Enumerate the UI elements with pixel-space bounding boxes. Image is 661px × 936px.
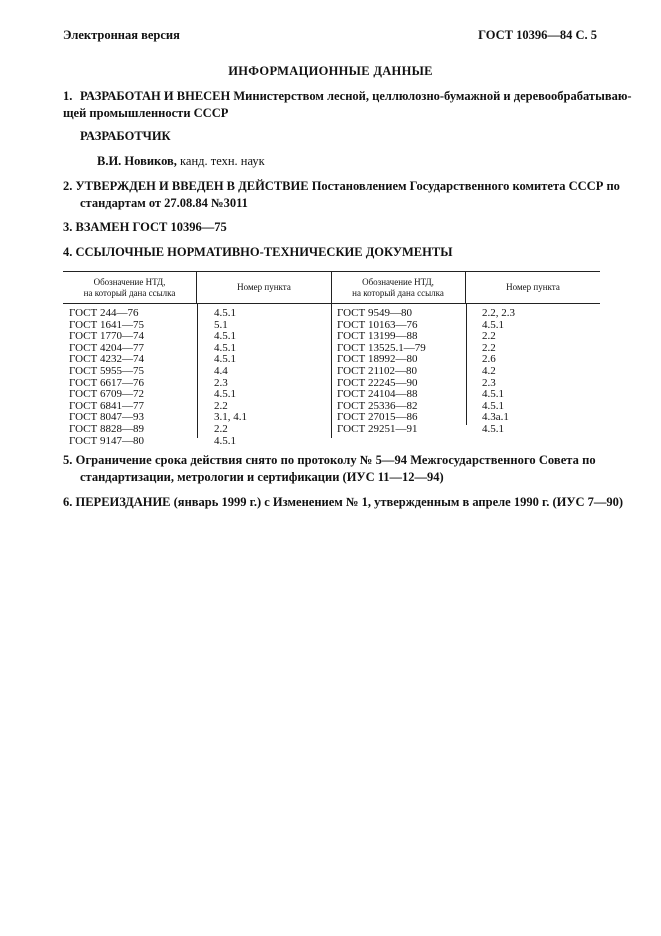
left-item-cell: 4.5.1	[214, 353, 236, 366]
developer-line	[97, 153, 265, 170]
section-5-text-line2: стандартизации, метрологии и сертификации (ИУС 11—12—94)	[80, 470, 444, 484]
right-item-cell: 4.5.1	[482, 318, 504, 331]
left-doc-cell: ГОСТ 1641—75	[69, 318, 144, 331]
section-1-number: 1.	[63, 89, 73, 103]
section-5-number: 5.	[63, 453, 73, 467]
right-item-cell: 4.5.1	[482, 399, 504, 412]
right-doc-cell: ГОСТ 13525.1—79	[337, 341, 426, 354]
col1-header-line1: Обозначение НТД,	[93, 277, 166, 287]
right-doc-cell: ГОСТ 21102—80	[337, 364, 418, 377]
right-doc-cell: ГОСТ 29251—91	[337, 422, 418, 435]
left-item-cell: 2.3	[214, 376, 228, 389]
right-doc-cell: ГОСТ 13199—88	[337, 330, 418, 343]
right-doc-column	[337, 308, 426, 436]
right-item-cell: 2.6	[482, 353, 496, 366]
section-4-text: ССЫЛОЧНЫЕ НОРМАТИВНО-ТЕХНИЧЕСКИЕ ДОКУМЕНТЫ	[75, 245, 453, 259]
section-2-text-line1: Постановлением Государственного комитета СССР по	[311, 179, 620, 193]
section-3-number: 3.	[63, 220, 73, 234]
right-doc-cell: ГОСТ 9549—80	[337, 307, 412, 319]
left-item-cell: 5.1	[214, 318, 228, 331]
col1-header	[63, 277, 196, 299]
section-4-number: 4.	[63, 245, 73, 259]
section-3	[63, 219, 227, 236]
section-2-lead: УТВЕРЖДЕН И ВВЕДЕН В ДЕЙСТВИЕ	[75, 179, 309, 193]
left-item-cell: 4.5.1	[214, 330, 236, 343]
left-item-column	[214, 308, 247, 447]
right-doc-cell: ГОСТ 10163—76	[337, 318, 418, 331]
right-item-cell: 2.2	[482, 341, 496, 354]
section-6	[63, 494, 623, 511]
right-doc-cell: ГОСТ 27015—86	[337, 411, 418, 424]
col3-header	[331, 277, 465, 299]
left-doc-cell: ГОСТ 6617—76	[69, 376, 144, 389]
left-item-cell: 2.2	[214, 399, 228, 412]
section-6-text: (январь 1999 г.) с Изменением № 1, утвержденным в апреле 1990 г. (ИУС 7—90)	[173, 495, 624, 509]
section-6-lead: ПЕРЕИЗДАНИЕ	[75, 495, 171, 509]
right-doc-cell: ГОСТ 25336—82	[337, 399, 418, 412]
left-item-cell: 4.5.1	[214, 388, 236, 401]
right-doc-cell: ГОСТ 22245—90	[337, 376, 418, 389]
col4-header: Номер пункта	[506, 282, 560, 292]
right-item-cell: 2.2, 2.3	[482, 307, 515, 319]
header-right: ГОСТ 10396—84 С. 5	[478, 28, 597, 42]
right-item-cell: 2.3	[482, 376, 496, 389]
left-item-cell: 4.4	[214, 364, 228, 377]
right-item-cell: 4.5.1	[482, 388, 504, 401]
left-doc-cell: ГОСТ 6709—72	[69, 388, 144, 401]
section-5-text-line1: Ограничение срока действия снято по протоколу № 5—94 Межгосударственного Совета по	[75, 453, 596, 467]
left-doc-cell: ГОСТ 244—76	[69, 307, 139, 319]
right-doc-cell: ГОСТ 18992—80	[337, 353, 418, 366]
right-item-cell: 2.2	[482, 330, 496, 343]
section-3-text: ВЗАМЕН ГОСТ 10396—75	[75, 220, 227, 234]
left-item-cell: 4.5.1	[214, 434, 236, 447]
right-item-cell: 4.2	[482, 364, 496, 377]
left-doc-cell: ГОСТ 8828—89	[69, 422, 144, 435]
developer-name: В.И. Новиков,	[97, 154, 177, 168]
col3-header-line1: Обозначение НТД,	[362, 277, 434, 287]
page-title: ИНФОРМАЦИОННЫЕ ДАННЫЕ	[228, 64, 433, 78]
left-doc-cell: ГОСТ 1770—74	[69, 330, 144, 343]
section-1-lead: РАЗРАБОТАН И ВНЕСЕН	[80, 89, 231, 103]
developer-heading: РАЗРАБОТЧИК	[80, 129, 171, 143]
section-2-text-line2: стандартам от 27.08.84 №3011	[80, 196, 248, 210]
left-doc-cell: ГОСТ 4204—77	[69, 341, 144, 354]
left-doc-cell: ГОСТ 4232—74	[69, 353, 144, 366]
left-item-cell: 4.5.1	[214, 341, 236, 354]
section-4	[63, 244, 452, 261]
section-1	[63, 88, 632, 122]
col3-header-line2: на который дана ссылка	[352, 288, 444, 298]
table-divider-3b	[466, 303, 467, 425]
section-2-number: 2.	[63, 179, 73, 193]
left-doc-cell: ГОСТ 6841—77	[69, 399, 144, 412]
left-item-cell: 3.1, 4.1	[214, 411, 247, 424]
section-5	[63, 452, 603, 486]
left-doc-cell: ГОСТ 9147—80	[69, 434, 144, 447]
left-item-cell: 2.2	[214, 422, 228, 435]
section-2	[63, 178, 620, 212]
table-divider-1b	[197, 303, 198, 438]
right-item-cell: 4.3а.1	[482, 411, 509, 424]
col2-header: Номер пункта	[237, 282, 291, 292]
left-doc-cell: ГОСТ 5955—75	[69, 364, 144, 377]
left-item-cell: 4.5.1	[214, 307, 236, 319]
right-item-cell: 4.5.1	[482, 422, 504, 435]
right-item-column	[482, 308, 515, 436]
developer-degree: канд. техн. наук	[180, 154, 265, 168]
section-6-number: 6.	[63, 495, 73, 509]
section-1-text-line1: Министерством лесной, целлюлозно-бумажной и деревообрабатываю-	[233, 89, 632, 103]
header-left: Электронная версия	[63, 28, 180, 42]
left-doc-column	[69, 308, 144, 447]
col1-header-line2: на который дана ссылка	[83, 288, 176, 298]
right-doc-cell: ГОСТ 24104—88	[337, 388, 418, 401]
left-doc-cell: ГОСТ 8047—93	[69, 411, 144, 424]
section-1-text-line2: щей промышленности СССР	[63, 106, 229, 120]
